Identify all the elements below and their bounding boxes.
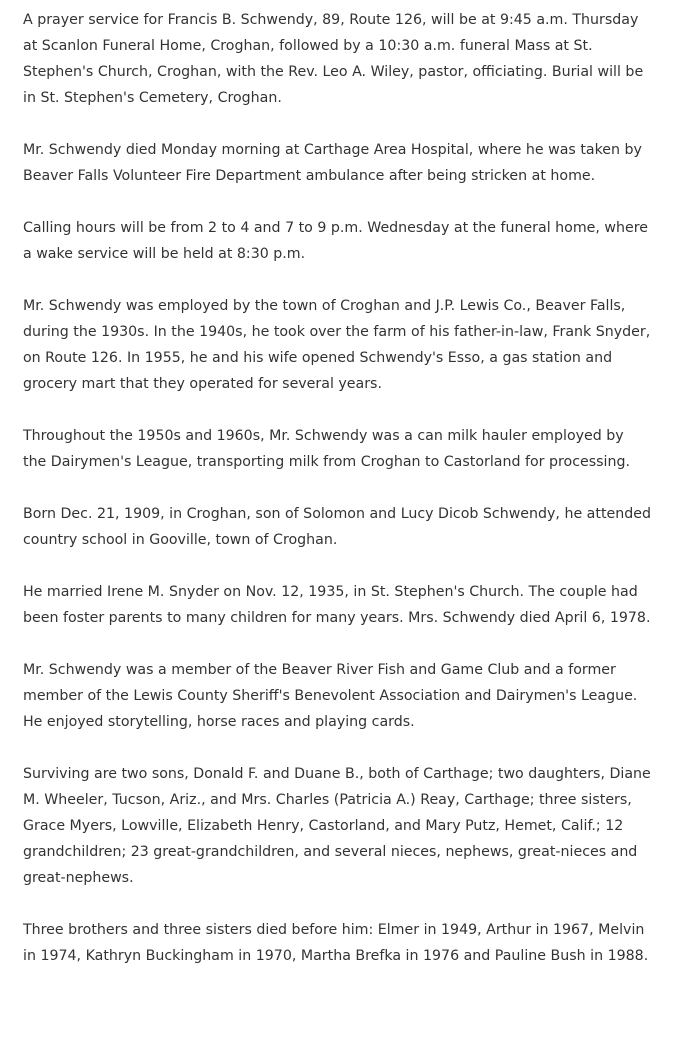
paragraph-calling-hours: Calling hours will be from 2 to 4 and 7 to 9 p.m. Wednesday at the funeral home, where a wake service will be held at 8:30 p.m.: [23, 220, 648, 262]
paragraph-milk-hauler: Throughout the 1950s and 1960s, Mr. Schwendy was a can milk hauler employed by the Dairymen's League, transporting milk from Croghan to Castorland for processing.: [23, 428, 630, 470]
paragraph-memberships: Mr. Schwendy was a member of the Beaver River Fish and Game Club and a former member of the Lewis County Sheriff's Benevolent Association and Dairymen's League. He enjoyed storytelling, horse races and playing cards.: [23, 662, 638, 730]
paragraph-service-details: A prayer service for Francis B. Schwendy, 89, Route 126, will be at 9:45 a.m. Thursday at Scanlon Funeral Home, Croghan, followed by a 10:30 a.m. funeral Mass at St. Stephen's Church, Croghan, with the Rev. Leo A. Wiley, pastor, officiating. Burial will be in St. Stephen's Cemetery, Croghan.: [23, 12, 644, 106]
paragraph-birth: Born Dec. 21, 1909, in Croghan, son of Solomon and Lucy Dicob Schwendy, he attended country school in Gooville, town of Croghan.: [23, 506, 651, 548]
paragraph-predeceased: Three brothers and three sisters died before him: Elmer in 1949, Arthur in 1967, Melvin in 1974, Kathryn Buckingham in 1970, Martha Brefka in 1976 and Pauline Bush in 1988.: [23, 922, 649, 964]
paragraph-survivors: Surviving are two sons, Donald F. and Duane B., both of Carthage; two daughters, Diane M. Wheeler, Tucson, Ariz., and Mrs. Charles (Patricia A.) Reay, Carthage; three sisters, Grace Myers, Lowville, Elizabeth Henry, Castorland, and Mary Putz, Hemet, Calif.; 12 grandchildren; 23 great-grandchildren, and several nieces, nephews, great-nieces and great-nephews.: [23, 766, 651, 886]
paragraph-employment: Mr. Schwendy was employed by the town of Croghan and J.P. Lewis Co., Beaver Falls, during the 1930s. In the 1940s, he took over the farm of his father-in-law, Frank Snyder, on Route 126. In 1955, he and his wife opened Schwendy's Esso, a gas station and grocery mart that they operated for several years.: [23, 298, 651, 392]
paragraph-marriage: He married Irene M. Snyder on Nov. 12, 1935, in St. Stephen's Church. The couple had been foster parents to many children for many years. Mrs. Schwendy died April 6, 1978.: [23, 584, 651, 626]
paragraph-death-details: Mr. Schwendy died Monday morning at Carthage Area Hospital, where he was taken by Beaver Falls Volunteer Fire Department ambulance after being stricken at home.: [23, 142, 642, 184]
